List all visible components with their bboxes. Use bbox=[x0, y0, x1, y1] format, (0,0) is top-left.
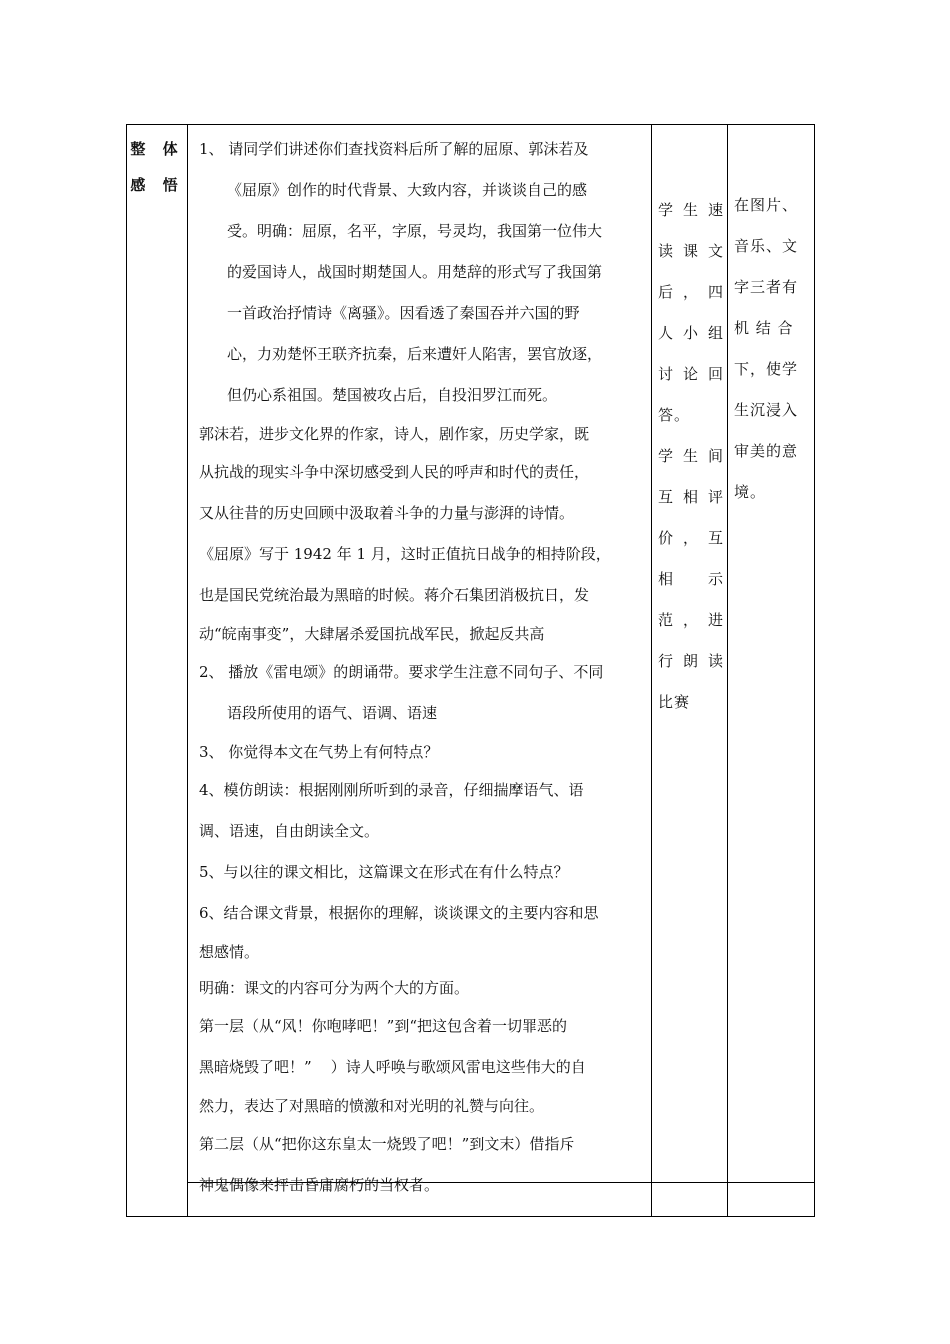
content-line: 受。明确：屈原，名平，字原，号灵均，我国第一位伟大 bbox=[227, 222, 603, 240]
content-line: 黑暗烧毁了吧！” ）诗人呼唤与歌颂风雷电这些伟大的自 bbox=[199, 1058, 586, 1076]
section-label bbox=[127, 131, 187, 203]
column-divider bbox=[651, 125, 652, 1216]
student-line: 后，四 bbox=[658, 283, 724, 301]
content-line: 也是国民党统治最为黑暗的时候。蒋介石集团消极抗日，发 bbox=[199, 586, 590, 604]
student-line: 读课文 bbox=[658, 242, 724, 260]
section-label-line1: 整 体 bbox=[130, 140, 184, 158]
intent-line: 在图片、 bbox=[734, 196, 799, 214]
intent-line: 审美的意 bbox=[734, 442, 799, 460]
student-line: 人小组 bbox=[658, 324, 724, 342]
lesson-table bbox=[126, 124, 815, 1217]
intent-line: 机 结 合 bbox=[734, 319, 794, 337]
section-label-line2: 感 悟 bbox=[130, 176, 184, 194]
content-line: 郭沫若，进步文化界的作家，诗人，剧作家，历史学家，既 bbox=[199, 425, 590, 443]
content-line: 3、 你觉得本文在气势上有何特点？ bbox=[199, 743, 439, 761]
student-line: 学生速 bbox=[658, 201, 724, 219]
content-line: 又从往昔的历史回顾中汲取着斗争的力量与澎湃的诗情。 bbox=[199, 504, 575, 522]
content-line: 神鬼偶像来抨击昏庸腐朽的当权者。 bbox=[199, 1176, 440, 1194]
intent-line: 下，使学 bbox=[734, 360, 799, 378]
student-line: 行朗读 bbox=[658, 652, 724, 670]
content-line: 的爱国诗人，战国时期楚国人。用楚辞的形式写了我国第 bbox=[227, 263, 603, 281]
content-line: 语段所使用的语气、语调、语速 bbox=[227, 704, 438, 722]
intent-line: 生沉浸入 bbox=[734, 401, 799, 419]
student-activity bbox=[658, 190, 724, 723]
teaching-content bbox=[199, 129, 647, 1206]
intent-line: 境。 bbox=[734, 483, 767, 501]
content-line: 然力，表达了对黑暗的愤激和对光明的礼赞与向往。 bbox=[199, 1097, 545, 1115]
content-line: 一首政治抒情诗《离骚》。因看透了秦国吞并六国的野 bbox=[227, 304, 580, 322]
content-line: 明确：课文的内容可分为两个大的方面。 bbox=[199, 979, 470, 997]
content-line: 想感情。 bbox=[199, 943, 260, 961]
content-line: 2、 播放《雷电颂》的朗诵带。要求学生注意不同句子、不同 bbox=[199, 663, 604, 681]
content-line: 6、结合课文背景，根据你的理解，谈谈课文的主要内容和思 bbox=[199, 904, 599, 922]
content-line: 但仍心系祖国。楚国被攻占后，自投汨罗江而死。 bbox=[227, 386, 558, 404]
content-line: 《屈原》写于 1942 年 1 月，这时正值抗日战争的相持阶段， bbox=[199, 545, 611, 563]
student-line: 价，互 bbox=[658, 529, 724, 547]
column-divider bbox=[187, 125, 188, 1216]
intent-line: 音乐、文 bbox=[734, 237, 799, 255]
student-line: 讨论回 bbox=[658, 365, 724, 383]
content-line: 1、 请同学们讲述你们查找资料后所了解的屈原、郭沫若及 bbox=[199, 140, 589, 158]
student-line: 比赛 bbox=[658, 693, 691, 711]
content-line: 心，力劝楚怀王联齐抗秦，后来遭奸人陷害，罢官放逐， bbox=[227, 345, 603, 363]
student-line: 范，进 bbox=[658, 611, 724, 629]
content-line: 从抗战的现实斗争中深切感受到人民的呼声和时代的责任， bbox=[199, 463, 590, 481]
content-line: 第一层（从“风！你咆哮吧！”到“把这包含着一切罪恶的 bbox=[199, 1017, 568, 1035]
content-line: 《屈原》创作的时代背景、大致内容，并谈谈自己的感 bbox=[227, 181, 588, 199]
student-line: 相 示 bbox=[658, 570, 724, 588]
content-line: 第二层（从“把你这东皇太一烧毁了吧！”到文末）借指斥 bbox=[199, 1135, 575, 1153]
design-intent bbox=[734, 185, 808, 513]
intent-line: 字三者有 bbox=[734, 278, 799, 296]
column-divider bbox=[727, 125, 728, 1216]
content-line: 5、与以往的课文相比，这篇课文在形式在有什么特点？ bbox=[199, 863, 569, 881]
content-line: 动“皖南事变”，大肆屠杀爱国抗战军民，掀起反共高 bbox=[199, 625, 545, 643]
student-line: 互相评 bbox=[658, 488, 724, 506]
student-line: 学生间 bbox=[658, 447, 724, 465]
content-line: 调、语速，自由朗读全文。 bbox=[199, 822, 380, 840]
student-line: 答。 bbox=[658, 406, 691, 424]
content-line: 4、模仿朗读：根据刚刚所听到的录音，仔细揣摩语气、语 bbox=[199, 781, 584, 799]
